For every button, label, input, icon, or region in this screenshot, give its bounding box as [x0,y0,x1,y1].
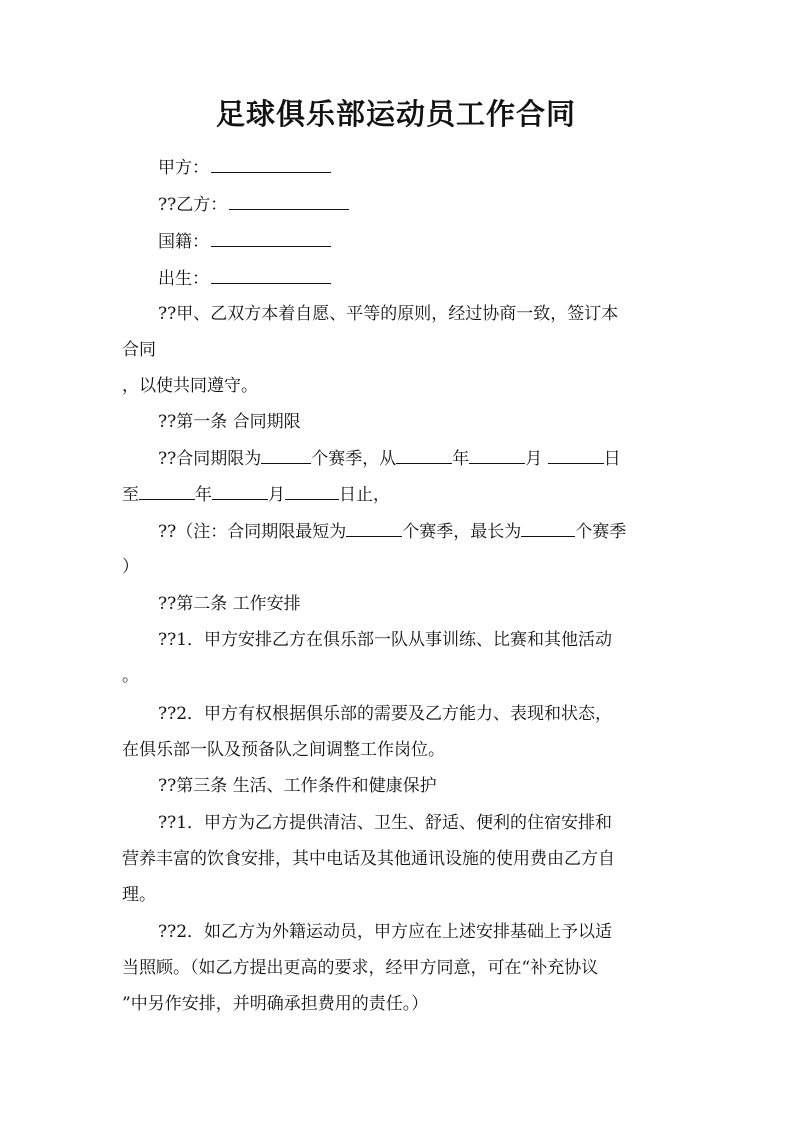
term-text-c: 年 [452,449,470,469]
contract-term-line-1 [158,447,718,471]
intro-line-3: ，以使共同遵守。 [122,376,258,396]
party-a-label: 甲方： [158,158,209,178]
start-month-blank[interactable] [469,449,525,464]
max-season-blank[interactable] [521,522,575,537]
party-b-field [158,193,718,217]
party-a-blank[interactable] [211,158,331,173]
note-text-a: ??（注：合同期限最短为 [158,522,347,542]
term-text-a: ??合同期限为 [158,449,262,469]
min-season-blank[interactable] [346,522,402,537]
intro-line-2: 合同 [122,340,156,360]
article3-item2-line2: 当照顾。（如乙方提出更高的要求，经甲方同意，可在“补充协议 [122,958,599,978]
start-year-blank[interactable] [396,449,452,464]
nationality-blank[interactable] [211,232,331,247]
birth-label: 出生： [158,269,209,289]
party-b-blank[interactable] [229,195,349,210]
article3-item1-line1: ??1．甲方为乙方提供清洁、卫生、舒适、便利的住宿安排和 [158,813,613,833]
article2-item2-line2: 在俱乐部一队及预备队之间调整工作岗位。 [122,740,445,760]
contract-term-note-end: ） [122,557,139,577]
term-text-e: 日 [603,449,621,469]
contract-term-line-2 [122,483,682,507]
term2-text-b: 年 [195,485,212,505]
article3-item1-line2: 营养丰富的饮食安排，其中电话及其他通讯设施的使用费由乙方自 [122,849,615,869]
article2-item1-line1: ??1．甲方安排乙方在俱乐部一队从事训练、比赛和其他活动 [158,630,613,650]
season-count-blank[interactable] [261,449,311,464]
article2-item1-line2: 。 [122,666,139,686]
end-month-blank[interactable] [212,485,268,500]
end-day-blank[interactable] [285,485,339,500]
nationality-field [158,230,718,254]
start-day-blank[interactable] [548,449,604,464]
term-text-d: 月 [525,449,543,469]
end-year-blank[interactable] [139,485,195,500]
birth-field [158,267,718,291]
note-text-b: 个赛季，最长为 [402,522,522,542]
article3-item2-line1: ??2．如乙方为外籍运动员，甲方应在上述安排基础上予以适 [158,922,613,942]
document-title: 足球俱乐部运动员工作合同 [215,97,576,131]
article3-item1-line3: 理。 [122,885,156,905]
term2-text-d: 日止， [339,485,390,505]
note-text-c: 个赛季 [575,522,627,542]
intro-line-1: ??甲、乙双方本着自愿、平等的原则，经过协商一致，签订本 [158,304,619,324]
birth-blank[interactable] [211,269,331,284]
article2-heading: ??第二条 工作安排 [158,594,301,614]
article3-item2-line3: ”中另作安排，并明确承担费用的责任。） [122,994,429,1014]
article1-heading: ??第一条 合同期限 [158,412,301,432]
nationality-label: 国籍： [158,232,209,252]
term-text-b: 个赛季，从 [311,449,397,469]
party-b-label: ??乙方： [158,195,228,215]
article3-heading: ??第三条 生活、工作条件和健康保护 [158,776,437,796]
term2-text-a: 至 [122,485,139,505]
article2-item2-line1: ??2．甲方有权根据俱乐部的需要及乙方能力、表现和状态， [158,704,613,724]
party-a-field [158,156,718,180]
contract-term-note [158,520,718,544]
term2-text-c: 月 [268,485,285,505]
